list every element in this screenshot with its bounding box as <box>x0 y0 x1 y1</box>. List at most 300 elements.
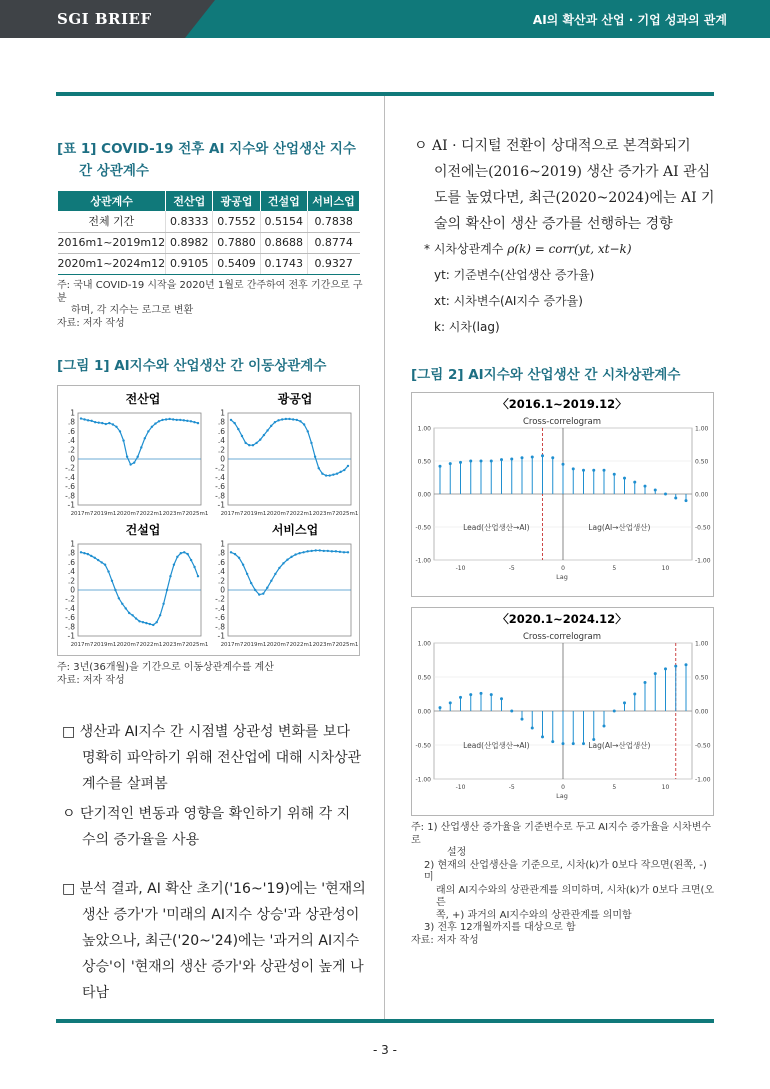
series-point <box>270 580 272 582</box>
y-tick-label: .2 <box>67 445 75 455</box>
series-point <box>190 420 192 422</box>
y-tick-label: -.8 <box>215 491 225 501</box>
text-line: □ 분석 결과, AI 확산 초기('16~'19)에는 '현재의 <box>62 881 366 897</box>
series-point <box>112 423 114 425</box>
cross-correlogram-2 <box>412 608 713 815</box>
series-point <box>87 553 89 555</box>
stem-point <box>623 701 626 704</box>
stem-point <box>541 735 544 738</box>
series-point <box>266 587 268 589</box>
y-tick-label: -.8 <box>65 491 75 501</box>
series-point <box>290 556 292 558</box>
y-tick-label: -0.50 <box>415 524 431 532</box>
series-point <box>230 419 232 421</box>
series-point <box>197 575 199 577</box>
x-tick-label: 2025m1 <box>335 642 359 648</box>
stem-point <box>521 718 524 721</box>
series-point <box>169 575 171 577</box>
x-tick-label: 10 <box>661 784 670 791</box>
x-tick-label: -10 <box>455 784 466 791</box>
x-tick-label: 2019m1 <box>243 642 267 648</box>
y-tick-label: 0.00 <box>417 708 431 716</box>
y-tick-label: 1.00 <box>417 425 431 433</box>
stem-point <box>551 456 554 459</box>
panel-title: 광공업 <box>277 392 313 406</box>
series-point <box>152 624 154 626</box>
right-bullet-1 <box>414 133 719 237</box>
series-point <box>266 429 268 431</box>
series-point <box>270 425 272 427</box>
series-point <box>292 418 294 420</box>
series-point <box>336 473 338 475</box>
y-tick-label: -.2 <box>65 594 75 604</box>
y-tick-label-right: -1.00 <box>695 776 711 784</box>
stem-point <box>685 663 688 666</box>
text-line: 명확히 파악하기 위해 전산업에 대해 시차상관 <box>82 750 362 766</box>
source-line: 자료: 저자 작성 <box>57 317 125 329</box>
x-tick-label: 2023m7 <box>162 642 186 648</box>
stem-point <box>490 460 493 463</box>
series-point <box>339 551 341 553</box>
series-point <box>94 421 96 423</box>
left-bullet-3 <box>62 876 367 1006</box>
note-line: 쪽, +) 과거의 AI지수와의 상관관계를 의미함 <box>436 909 632 921</box>
y-tick-label-right: 0.50 <box>695 674 709 682</box>
text-line: 생산 증가'가 '미래의 AI지수 상승'과 상관성이 <box>82 907 360 923</box>
x-tick-label: 2017m7 <box>220 511 244 517</box>
lead-label: Lead(산업생산→AI) <box>463 523 530 532</box>
y-tick-label-right: -0.50 <box>695 742 711 750</box>
chart-title: Cross-correlogram <box>522 632 602 642</box>
table-cell: 0.7552 <box>213 211 260 232</box>
table-cell: 0.8774 <box>307 232 359 253</box>
series-point <box>135 617 137 619</box>
y-tick-label: -.4 <box>215 472 225 482</box>
series-point <box>158 420 160 422</box>
series-point <box>80 417 82 419</box>
stem-point <box>551 740 554 743</box>
y-tick-label: -.2 <box>215 594 225 604</box>
x-tick-label: 2022m1 <box>139 511 163 517</box>
stem-point <box>500 458 503 461</box>
series-point <box>83 418 85 420</box>
panel-title: 서비스업 <box>271 523 319 537</box>
series-point <box>277 419 279 421</box>
col-header: 상관계수 <box>58 191 166 211</box>
y-tick-label: -1 <box>67 500 75 510</box>
text-line: 술의 확산이 생산 증가를 선행하는 경향 <box>434 216 673 232</box>
column-divider <box>384 96 385 1019</box>
figure1-chart <box>58 386 359 655</box>
series-point <box>176 419 178 421</box>
text-line: ㅇ 단기적인 변동과 영향을 확인하기 위해 각 지 <box>62 806 351 822</box>
table-cell: 0.7880 <box>213 232 260 253</box>
col-header: 서비스업 <box>307 191 359 211</box>
series-point <box>329 474 331 476</box>
series-point <box>118 597 120 599</box>
text-line: 도를 높였다면, 최근(2020~2024)에는 AI 기 <box>434 190 715 206</box>
text-line: 이전에는(2016~2019) 생산 증가가 AI 관심 <box>434 164 711 180</box>
y-tick-label: .2 <box>67 576 75 586</box>
series-point <box>108 422 110 424</box>
x-tick-label: -5 <box>508 784 515 791</box>
stem-point <box>644 681 647 684</box>
stem-point <box>449 701 452 704</box>
y-tick-label: 0 <box>220 585 225 595</box>
series-point <box>193 566 195 568</box>
def-k: k: 시차(lag) <box>434 320 500 334</box>
x-tick-label: 2022m1 <box>289 642 313 648</box>
stem-point <box>674 665 677 668</box>
x-tick-label: 2019m1 <box>93 642 117 648</box>
stem-point <box>603 469 606 472</box>
series-point <box>119 430 121 432</box>
series-point <box>183 419 185 421</box>
y-tick-label: .4 <box>217 567 225 577</box>
series-point <box>197 422 199 424</box>
series-point <box>137 456 139 458</box>
y-tick-label: -.4 <box>65 472 75 482</box>
y-tick-label: 0 <box>220 454 225 464</box>
series-point <box>147 430 149 432</box>
series-point <box>104 564 106 566</box>
x-tick-label: 5 <box>612 565 617 572</box>
stem-point <box>654 489 657 492</box>
y-tick-label: 0.00 <box>417 491 431 499</box>
series-point <box>97 559 99 561</box>
series-point <box>138 620 140 622</box>
note-line: 3) 전후 12개월까지를 대상으로 함 <box>424 922 576 933</box>
x-tick-label: 2020m7 <box>116 511 140 517</box>
y-tick-label-right: 0.00 <box>695 708 709 716</box>
stem-point <box>480 460 483 463</box>
series-point <box>258 593 260 595</box>
series-point <box>325 474 327 476</box>
stem-point <box>531 456 534 459</box>
series-point <box>172 418 174 420</box>
series-point <box>241 435 243 437</box>
stem-point <box>572 467 575 470</box>
series-point <box>285 418 287 420</box>
series-point <box>179 419 181 421</box>
left-bullet-1 <box>62 719 367 797</box>
y-tick-label: .8 <box>217 417 225 427</box>
x-tick-label: 0 <box>561 565 565 572</box>
stem-point <box>685 499 688 502</box>
y-tick-label: 1.00 <box>417 640 431 648</box>
series-point <box>252 444 254 446</box>
def-y: yt: 기준변수(산업생산 증가율) <box>434 268 595 282</box>
series-point <box>186 553 188 555</box>
series-point <box>156 621 158 623</box>
table-cell: 0.9327 <box>307 253 359 274</box>
series-point <box>121 603 123 605</box>
text-line: 수의 증가율을 사용 <box>82 832 200 848</box>
series-point <box>161 419 163 421</box>
x-tick-label: -5 <box>508 565 515 572</box>
table-row <box>58 211 360 232</box>
note-line: 주: 1) 산업생산 증가율을 기준변수로 두고 AI지수 증가율을 시차변수로 <box>411 822 712 846</box>
series-point <box>343 469 345 471</box>
x-tick-label: 2025m1 <box>335 511 359 517</box>
series-point <box>133 461 135 463</box>
figure2-panel-2 <box>411 607 714 816</box>
x-axis-label: Lag <box>556 573 568 581</box>
y-tick-label: .8 <box>67 417 75 427</box>
series-point <box>294 553 296 555</box>
series-point <box>154 422 156 424</box>
definition-block <box>424 236 724 340</box>
series-point <box>282 562 284 564</box>
table-cell: 0.8688 <box>260 232 307 253</box>
correlation-table <box>57 191 360 275</box>
y-tick-label: 0 <box>70 454 75 464</box>
y-tick-label-right: 0.00 <box>695 491 709 499</box>
series-point <box>339 471 341 473</box>
table1-caption-line2: 간 상관계수 <box>79 163 149 179</box>
lead-label: Lead(산업생산→AI) <box>463 741 530 750</box>
left-bullet-2 <box>62 801 367 853</box>
y-tick-label: -1 <box>67 631 75 641</box>
series-point <box>190 559 192 561</box>
series-point <box>248 444 250 446</box>
x-tick-label: 2025m1 <box>185 511 209 517</box>
text-line: 상승'이 '현재의 생산 증가'와 상관성이 높게 나 <box>82 959 364 975</box>
series-point <box>306 550 308 552</box>
series-point <box>129 463 131 465</box>
series-point <box>128 612 130 614</box>
series-point <box>254 589 256 591</box>
y-tick-label: -.6 <box>65 482 75 492</box>
stem-point <box>521 456 524 459</box>
stem-point <box>439 465 442 468</box>
y-tick-label-right: 1.00 <box>695 640 709 648</box>
x-tick-label: -10 <box>455 565 466 572</box>
y-tick-label: 0.50 <box>417 458 431 466</box>
table-cell: 2020m1~2024m12 <box>58 253 166 274</box>
series-point <box>233 422 235 424</box>
series-point <box>162 603 164 605</box>
series-point <box>101 422 103 424</box>
series-point <box>331 550 333 552</box>
note-line: 주: 국내 COVID-19 시작을 2020년 1월로 간주하여 전후 기간으로 구분 <box>57 280 363 304</box>
page-number: - 3 - <box>373 1043 397 1057</box>
series-point <box>250 582 252 584</box>
y-tick-label: 1 <box>220 408 225 418</box>
figure1-notes <box>57 662 274 687</box>
x-tick-label: 2025m1 <box>185 642 209 648</box>
table-cell: 0.5409 <box>213 253 260 274</box>
x-axis-label: Lag <box>556 792 568 800</box>
series-point <box>262 592 264 594</box>
note-line: 설정 <box>447 847 467 858</box>
x-tick-label: 2022m1 <box>289 511 313 517</box>
note-line: 주: 3년(36개월)을 기간으로 이동상관계수를 계산 <box>57 662 274 673</box>
series-point <box>237 428 239 430</box>
panel-title: 건설업 <box>125 523 161 537</box>
stem-point <box>674 496 677 499</box>
series-point <box>274 573 276 575</box>
y-tick-label: -.6 <box>215 482 225 492</box>
series-point <box>347 551 349 553</box>
series-point <box>332 473 334 475</box>
y-tick-label: -.2 <box>215 463 225 473</box>
series-point <box>111 580 113 582</box>
table-cell: 0.7838 <box>307 211 359 232</box>
series-point <box>303 423 305 425</box>
series-point <box>246 573 248 575</box>
header-title: AI의 확산과 산업 · 기업 성과의 관계 <box>532 13 727 27</box>
series-point <box>234 553 236 555</box>
x-tick-label: 0 <box>561 784 565 791</box>
series-point <box>166 589 168 591</box>
x-tick-label: 2020m7 <box>116 642 140 648</box>
stem-point <box>582 742 585 745</box>
y-tick-label: -0.50 <box>415 742 431 750</box>
series-point <box>278 567 280 569</box>
series-point <box>90 420 92 422</box>
col-header: 전산업 <box>166 191 213 211</box>
text-line: 타남 <box>82 985 110 1001</box>
series-point <box>114 589 116 591</box>
stem-point <box>613 473 616 476</box>
table-cell: 0.9105 <box>166 253 213 274</box>
x-tick-label: 2017m7 <box>70 511 94 517</box>
source-line: 자료: 저자 작성 <box>411 934 479 946</box>
stem-point <box>644 485 647 488</box>
y-tick-label: .4 <box>217 436 225 446</box>
text-line: □ 생산과 AI지수 간 시점별 상관성 변화를 보다 <box>62 724 350 740</box>
series-point <box>183 551 185 553</box>
series-point <box>314 456 316 458</box>
y-tick-label: .6 <box>217 426 225 436</box>
series-point <box>122 439 124 441</box>
stem-point <box>510 710 513 713</box>
stem-point <box>592 469 595 472</box>
stem-point <box>572 742 575 745</box>
stem-point <box>582 469 585 472</box>
figure2-panel-1 <box>411 392 714 597</box>
top-rule <box>56 92 714 96</box>
y-tick-label: -1 <box>217 500 225 510</box>
y-tick-label-right: 1.00 <box>695 425 709 433</box>
series-point <box>327 550 329 552</box>
x-tick-label: 2017m7 <box>220 642 244 648</box>
series-point <box>87 419 89 421</box>
x-tick-label: 5 <box>612 784 617 791</box>
series-point <box>298 552 300 554</box>
stem-point <box>633 693 636 696</box>
series-point <box>151 426 153 428</box>
note-line: 하며, 각 지수는 로그로 변환 <box>71 305 194 316</box>
series-point <box>318 467 320 469</box>
y-tick-label: .8 <box>67 548 75 558</box>
note-line: 래의 AI지수와의 상관관계를 의미하며, 시차(k)가 0보다 크면(오른 <box>436 884 715 908</box>
x-tick-label: 2017m7 <box>70 642 94 648</box>
series-point <box>315 549 317 551</box>
series-point <box>125 607 127 609</box>
col-header: 광공업 <box>213 191 260 211</box>
lag-label: Lag(AI→산업생산) <box>588 523 651 532</box>
x-tick-label: 2023m7 <box>312 642 336 648</box>
source-line: 자료: 저자 작성 <box>57 674 125 686</box>
stem-point <box>439 706 442 709</box>
stem-point <box>562 742 565 745</box>
x-tick-label: 2022m1 <box>139 642 163 648</box>
series-point <box>288 418 290 420</box>
series-point <box>83 552 85 554</box>
y-tick-label: -.8 <box>215 622 225 632</box>
figure1-caption: [그림 1] AI지수와 산업생산 간 이동상관계수 <box>57 358 327 374</box>
series-point <box>180 552 182 554</box>
stem-point <box>531 727 534 730</box>
text-line: ㅇ AI · 디지털 전환이 상대적으로 본격화되기 <box>414 138 691 154</box>
y-tick-label: -.8 <box>65 622 75 632</box>
series-point <box>296 419 298 421</box>
cross-correlogram-1 <box>412 393 713 596</box>
y-tick-label: -.6 <box>215 613 225 623</box>
series-point <box>310 550 312 552</box>
y-tick-label: -1 <box>217 631 225 641</box>
y-tick-label: -.2 <box>65 463 75 473</box>
table-cell: 전체 기간 <box>58 211 166 232</box>
col-header: 건설업 <box>260 191 307 211</box>
lag-label: Lag(AI→산업생산) <box>588 741 651 750</box>
chart-title: Cross-correlogram <box>522 417 602 427</box>
stem-point <box>490 693 493 696</box>
series-point <box>149 623 151 625</box>
table1-caption <box>57 138 367 182</box>
y-tick-label: .8 <box>217 548 225 558</box>
y-tick-label: -1.00 <box>415 557 431 565</box>
series-point <box>159 614 161 616</box>
y-tick-label: .6 <box>217 557 225 567</box>
stem-point <box>469 460 472 463</box>
y-tick-label: -.6 <box>65 613 75 623</box>
x-tick-label: 2020m7 <box>266 642 290 648</box>
y-tick-label: 1 <box>70 539 75 549</box>
series-point <box>90 555 92 557</box>
def-formula: ρ(k) = corr(yt, xt−k) <box>507 242 632 256</box>
stem-point <box>654 672 657 675</box>
y-tick-label: 0.50 <box>417 674 431 682</box>
y-tick-label: .4 <box>67 567 75 577</box>
series-point <box>307 430 309 432</box>
series-point <box>168 418 170 420</box>
series-point <box>281 418 283 420</box>
stem-point <box>623 477 626 480</box>
series-point <box>176 556 178 558</box>
series-point <box>299 420 301 422</box>
table-row <box>58 253 360 274</box>
series-point <box>126 456 128 458</box>
stem-point <box>459 696 462 699</box>
y-tick-label: -1.00 <box>415 776 431 784</box>
y-tick-label-right: -1.00 <box>695 557 711 565</box>
stem-point <box>459 461 462 464</box>
series-point <box>230 551 232 553</box>
series-point <box>274 421 276 423</box>
y-tick-label: 1 <box>70 408 75 418</box>
stem-point <box>469 693 472 696</box>
series-point <box>238 557 240 559</box>
series-point <box>140 446 142 448</box>
series-point <box>302 551 304 553</box>
series-point <box>80 551 82 553</box>
text-line: 계수를 살펴봄 <box>82 776 168 792</box>
y-tick-label: .4 <box>67 436 75 446</box>
stem-point <box>500 697 503 700</box>
